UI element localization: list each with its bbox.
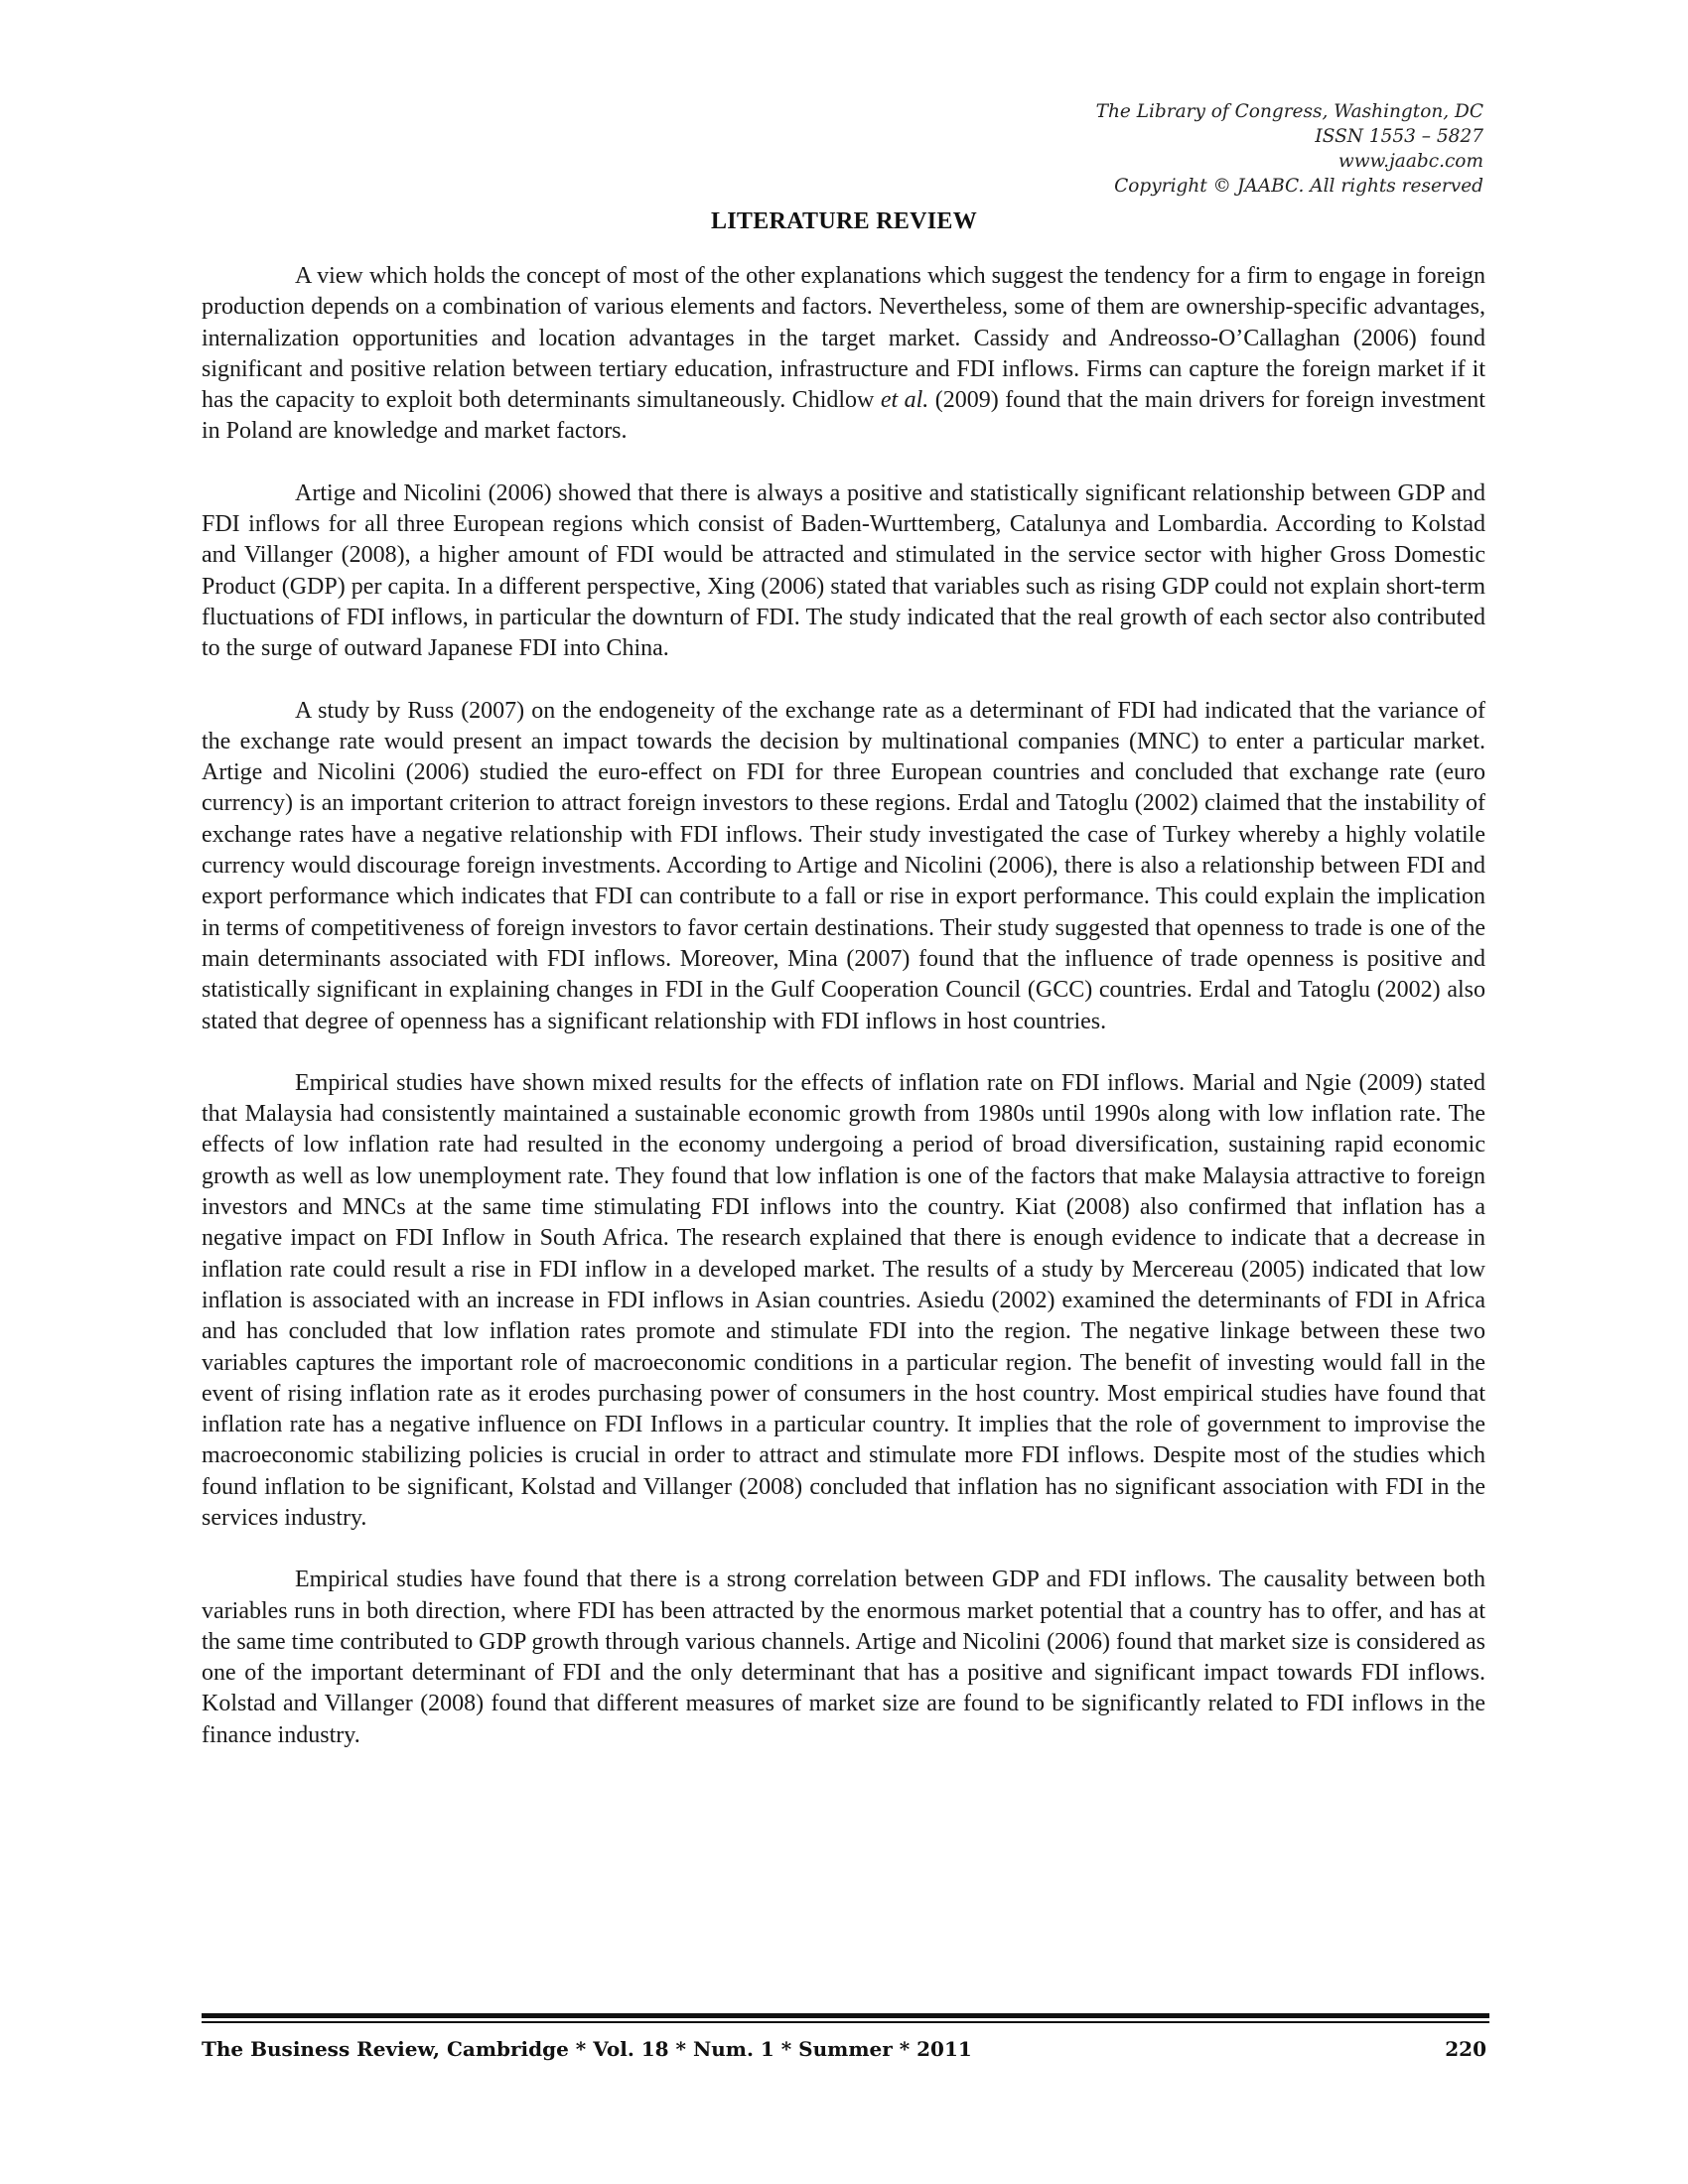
paragraph-1-text-a: A view which holds the concept of most of the other explanations which suggest the tendency for a firm to engage in foreign production depends on a combination of various elements and factors. Nevertheless, some of them are ownership-specific advantages, internalization opportunities and location advantages in the target market. Cassidy and Andreosso-O’Callaghan (2006) found significant and positive relation between tertiary education, infrastructure and FDI inflows. Firms can capture the foreign market if it has the capacity to exploit both determinants simultaneously. Chidlow [202,263,1485,414]
header-library-line: The Library of Congress, Washington, DC [1095,101,1483,122]
article-body [202,261,1485,1751]
section-title: LITERATURE REVIEW [710,208,978,234]
footer-rule-thick [202,2013,1489,2018]
header-copyright-line: Copyright © JAABC. All rights reserved [1114,176,1483,197]
footer-rule-thin [202,2021,1489,2023]
header-issn-line: ISSN 1553 – 5827 [1315,126,1483,147]
paragraph-1-text-b: (2009) found that the main drivers for foreign investment in Poland are knowledge and market factors. [202,387,1485,445]
paragraph-3: A study by Russ (2007) on the endogeneity of the exchange rate as a determinant of FDI had indicated that the variance of the exchange rate would present an impact towards the decision by multinational companies (MNC) to enter a particular market. Artige and Nicolini (2006) studied the euro-effect on FDI for three European countries and concluded that exchange rate (euro currency) is an important criterion to attract foreign investors to these regions. Erdal and Tatoglu (2002) claimed that the instability of exchange rates have a negative relationship with FDI inflows. Their study investigated the case of Turkey whereby a highly volatile currency would discourage foreign investments. According to Artige and Nicolini (2006), there is also a relationship between FDI and export performance which indicates that FDI can contribute to a fall or rise in export performance. This could explain the implication in terms of competitiveness of foreign investors to favor certain destinations. Their study suggested that openness to trade is one of the main determinants associated with FDI inflows. Moreover, Mina (2007) found that the influence of trade openness is positive and statistically significant in explaining changes in FDI in the Gulf Cooperation Council (GCC) countries. Erdal and Tatoglu (2002) also stated that degree of openness has a significant relationship with FDI inflows in host countries. [202,697,1485,1034]
footer-journal-citation: The Business Review, Cambridge * Vol. 18 * Num. 1 * Summer * 2011 [202,2037,972,2061]
paragraph-1-italic: et al. [880,387,929,414]
paragraph-1 [202,261,1485,448]
paragraph-4: Empirical studies have shown mixed results for the effects of inflation rate on FDI inflows. Marial and Ngie (2009) stated that Malaysia had consistently maintained a sustainable economic growth from 1980s until 1990s along with low inflation rate. The effects of low inflation rate had resulted in the economy undergoing a period of broad diversification, sustaining rapid economic growth as well as low unemployment rate. They found that low inflation is one of the factors that make Malaysia attractive to foreign investors and MNCs at the same time stimulating FDI inflows into the country. Kiat (2008) also confirmed that inflation has a negative impact on FDI Inflow in South Africa. The research explained that there is enough evidence to indicate that a decrease in inflation rate could result a rise in FDI inflow in a developed market. The results of a study by Mercereau (2005) indicated that low inflation is associated with an increase in FDI inflows in Asian countries. Asiedu (2002) examined the determinants of FDI in Africa and has concluded that low inflation rates promote and stimulate FDI into the region. The negative linkage between these two variables captures the important role of macroeconomic conditions in a particular region. The benefit of investing would fall in the event of rising inflation rate as it erodes purchasing power of consumers in the host country. Most empirical studies have found that inflation rate has a negative influence on FDI Inflows in a particular country. It implies that the role of government to improvise the macroeconomic stabilizing policies is crucial in order to attract and stimulate more FDI inflows. Despite most of the studies which found inflation to be significant, Kolstad and Villanger (2008) concluded that inflation has no significant association with FDI in the services industry. [202,1069,1485,1531]
paragraph-2: Artige and Nicolini (2006) showed that there is always a positive and statistically significant relationship between GDP and FDI inflows for all three European regions which consist of Baden-Wurttemberg, Catalunya and Lombardia. According to Kolstad and Villanger (2008), a higher amount of FDI would be attracted and stimulated in the service sector with higher Gross Domestic Product (GDP) per capita. In a different perspective, Xing (2006) stated that variables such as rising GDP could not explain short-term fluctuations of FDI inflows, in particular the downturn of FDI. The study indicated that the real growth of each sector also contributed to the surge of outward Japanese FDI into China. [202,479,1485,662]
paragraph-5: Empirical studies have found that there is a strong correlation between GDP and FDI inflows. The causality between both variables runs in both direction, where FDI has been attracted by the enormous market potential that a country has to offer, and has at the same time contributed to GDP growth through various channels. Artige and Nicolini (2006) found that market size is considered as one of the important determinant of FDI and the only determinant that has a positive and significant impact towards FDI inflows. Kolstad and Villanger (2008) found that different measures of market size are found to be significantly related to FDI inflows in the finance industry. [202,1567,1485,1748]
page-number: 220 [1445,2037,1486,2061]
running-header [1096,99,1483,199]
header-website-line: www.jaabc.com [1337,151,1483,172]
